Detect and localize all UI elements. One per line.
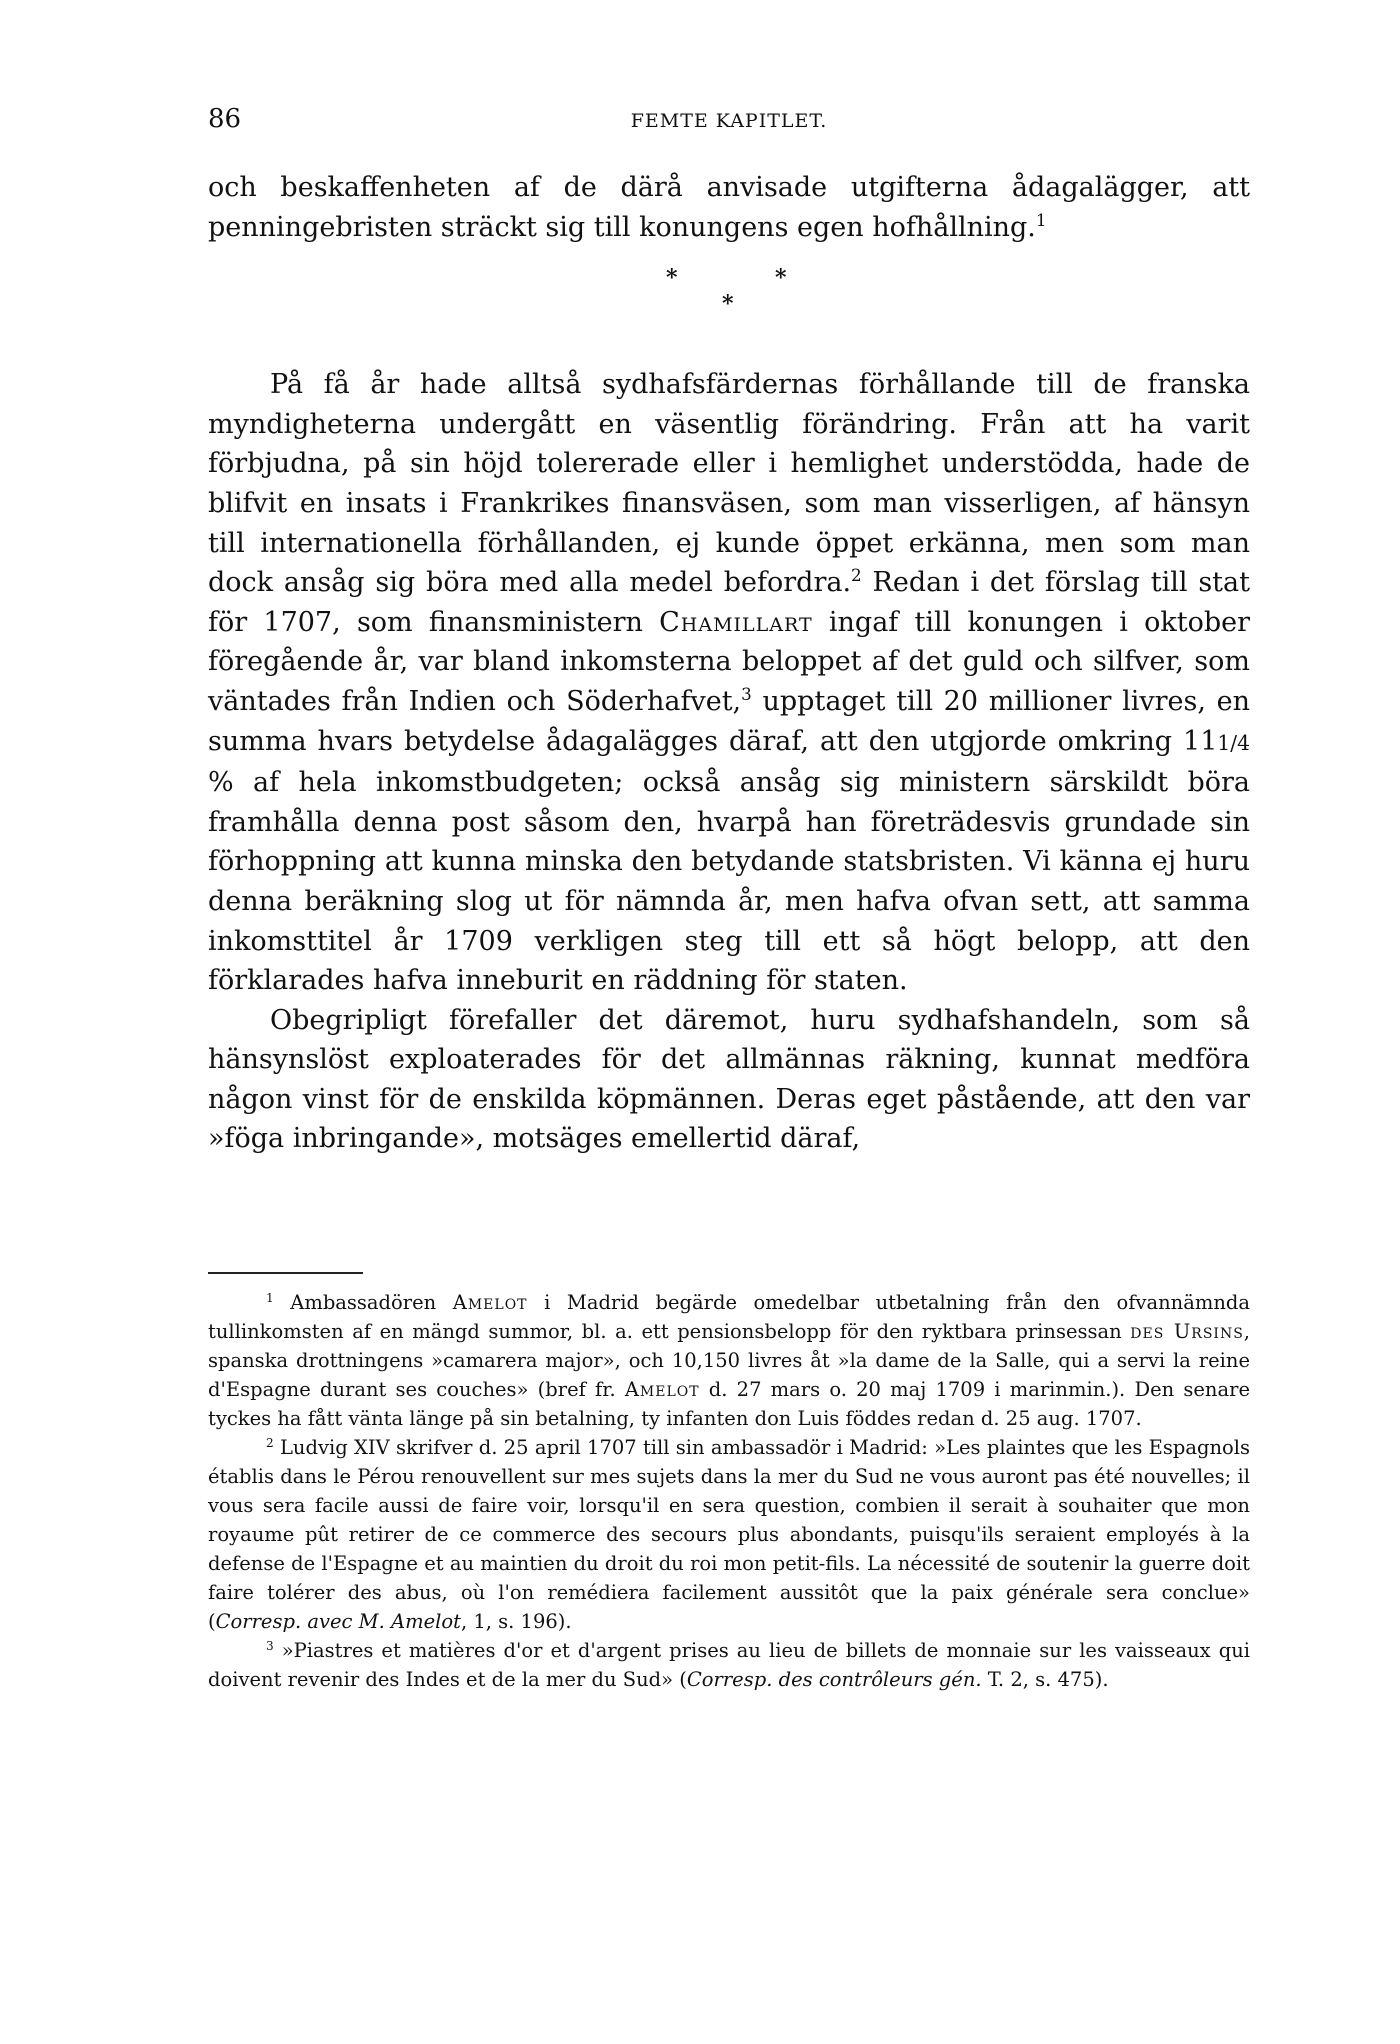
footnote bbox=[208, 1288, 1250, 1433]
paragraph-text: % af hela inkomstbudgeten; också ansåg sig ministern särskildt böra framhålla denna post såsom den, hvarpå han företrädesvis grundade sin förhoppning att kunna minska den betydande statsbristen. Vi känna ej huru denna beräkning slog ut för nämnda år, men hafva ofvan sett, att samma inkomsttitel år 1709 verkligen steg till ett så högt belopp, att den förklarades hafva inneburit en räddning för staten. bbox=[208, 767, 1250, 997]
section-break-asterism bbox=[208, 247, 1250, 365]
person-name: Amelot bbox=[624, 1378, 700, 1401]
footnote bbox=[208, 1636, 1250, 1694]
footnote-number: 3 bbox=[266, 1638, 274, 1653]
running-head bbox=[208, 104, 1250, 140]
footnote-number: 1 bbox=[266, 1290, 274, 1305]
paragraph-continued bbox=[208, 168, 1250, 247]
fraction: 1/4 bbox=[1217, 730, 1250, 755]
footnotes bbox=[208, 1288, 1250, 1694]
asterism-star: * bbox=[722, 291, 734, 318]
citation-title: Corresp. avec M. Amelot bbox=[215, 1610, 461, 1633]
paragraph-text: På få år hade alltså sydhafsfärdernas förhållande till de franska myndigheterna undergått en väsentlig förändring. Från att ha varit förbjudna, på sin höjd tolererade eller i hemlighet understödda, hade de blifvit en insats i Frankrikes finansväsen, som man visserligen, af hänsyn till internationella förhållanden, ej kunde öppet erkänna, men som man dock ansåg sig böra med alla medel befordra. bbox=[208, 369, 1250, 599]
asterism-star: * bbox=[666, 265, 678, 292]
person-name: des Ursins bbox=[1130, 1320, 1244, 1343]
main-text bbox=[208, 168, 1250, 1159]
footnote-ref: 1 bbox=[1035, 209, 1047, 230]
footnote-text: , spanska drottningens »camarera major», och 10,150 livres åt »la dame de la Salle, qui a servi la reine d'Espagne durant ses couches» (bref fr. bbox=[208, 1320, 1250, 1401]
paragraph-text: Obegripligt förefaller det däremot, huru sydhafshandeln, som så hänsynslöst exploaterades för det allmännas räkning, kunnat medföra någon vinst för de enskilda köpmännen. Deras eget påstående, att den var »föga inbringande», motsäges emellertid däraf, bbox=[208, 1004, 1250, 1155]
paragraph bbox=[208, 365, 1250, 1001]
footnote-ref: 3 bbox=[741, 683, 752, 704]
footnote-text: T. 2, s. 475). bbox=[981, 1668, 1109, 1691]
footnote-number: 2 bbox=[266, 1435, 274, 1450]
footnote-text: , 1, s. 196). bbox=[460, 1610, 572, 1633]
paragraph-text: Redan i det förslag till stat för 1707, som finansministern bbox=[208, 567, 1250, 638]
page-number: 86 bbox=[208, 104, 242, 134]
person-name: Chamillart bbox=[659, 606, 813, 638]
citation-title: Corresp. des contrôleurs gén. bbox=[686, 1668, 982, 1691]
person-name: Amelot bbox=[452, 1291, 528, 1314]
paragraph-text: och beskaffenheten af de därå anvisade utgifterna ådagalägger, att penningebristen sträckt sig till konungens egen hofhållning. bbox=[208, 172, 1250, 243]
footnote bbox=[208, 1433, 1250, 1636]
footnote-text: d. 27 mars o. 20 maj 1709 i marinmin.). Den senare tyckes ha fått vänta länge på sin betalning, ty infanten don Luis föddes redan d. 25 aug. 1707. bbox=[208, 1378, 1250, 1430]
paragraph bbox=[208, 1001, 1250, 1159]
footnote-text: Ludvig XIV skrifver d. 25 april 1707 till sin ambassadör i Madrid: »Les plaintes que les Espagnols établis dans le Pérou renouvellent sur mes sujets dans la mer du Sud ne vous auront pas été nouvelles; il vous sera facile aussi de faire voir, lorsqu'il en sera question, combien il serait à souhaiter que mon royaume pût retirer de ce commerce des secours plus abondants, puisqu'ils seraient employés à la defense de l'Espagne et au maintien du droit du roi mon petit-fils. La nécessité de soutenir la guerre doit faire tolérer des abus, où l'on remédiera facilement aussitôt que la paix générale sera conclue» ( bbox=[208, 1436, 1250, 1633]
footnote-text: »Piastres et matières d'or et d'argent prises au lieu de billets de monnaie sur les vaisseaux qui doivent revenir des Indes et de la mer du Sud» ( bbox=[208, 1639, 1250, 1691]
paragraph-text: upptaget till 20 millioner livres, en summa hvars betydelse ådagalägges däraf, att den utgjorde omkring 11 bbox=[208, 685, 1250, 757]
footnote-text: Ambassadören bbox=[273, 1291, 453, 1314]
chapter-title: FEMTE KAPITLET. bbox=[630, 110, 828, 132]
asterism-star: * bbox=[775, 265, 787, 292]
paragraph-text: ingaf till konungen i oktober föregående år, var bland inkomsterna beloppet af det guld och silfver, som väntades från Indien och Söderhafvet, bbox=[208, 606, 1251, 717]
footnote-ref: 2 bbox=[851, 565, 862, 586]
footnote-rule bbox=[208, 1272, 363, 1274]
footnote-text: i Madrid begärde omedelbar utbetalning från den ofvannämnda tullinkomsten af en mängd summor, bl. a. ett pensionsbelopp för den ryktbara prinsessan bbox=[208, 1291, 1250, 1343]
